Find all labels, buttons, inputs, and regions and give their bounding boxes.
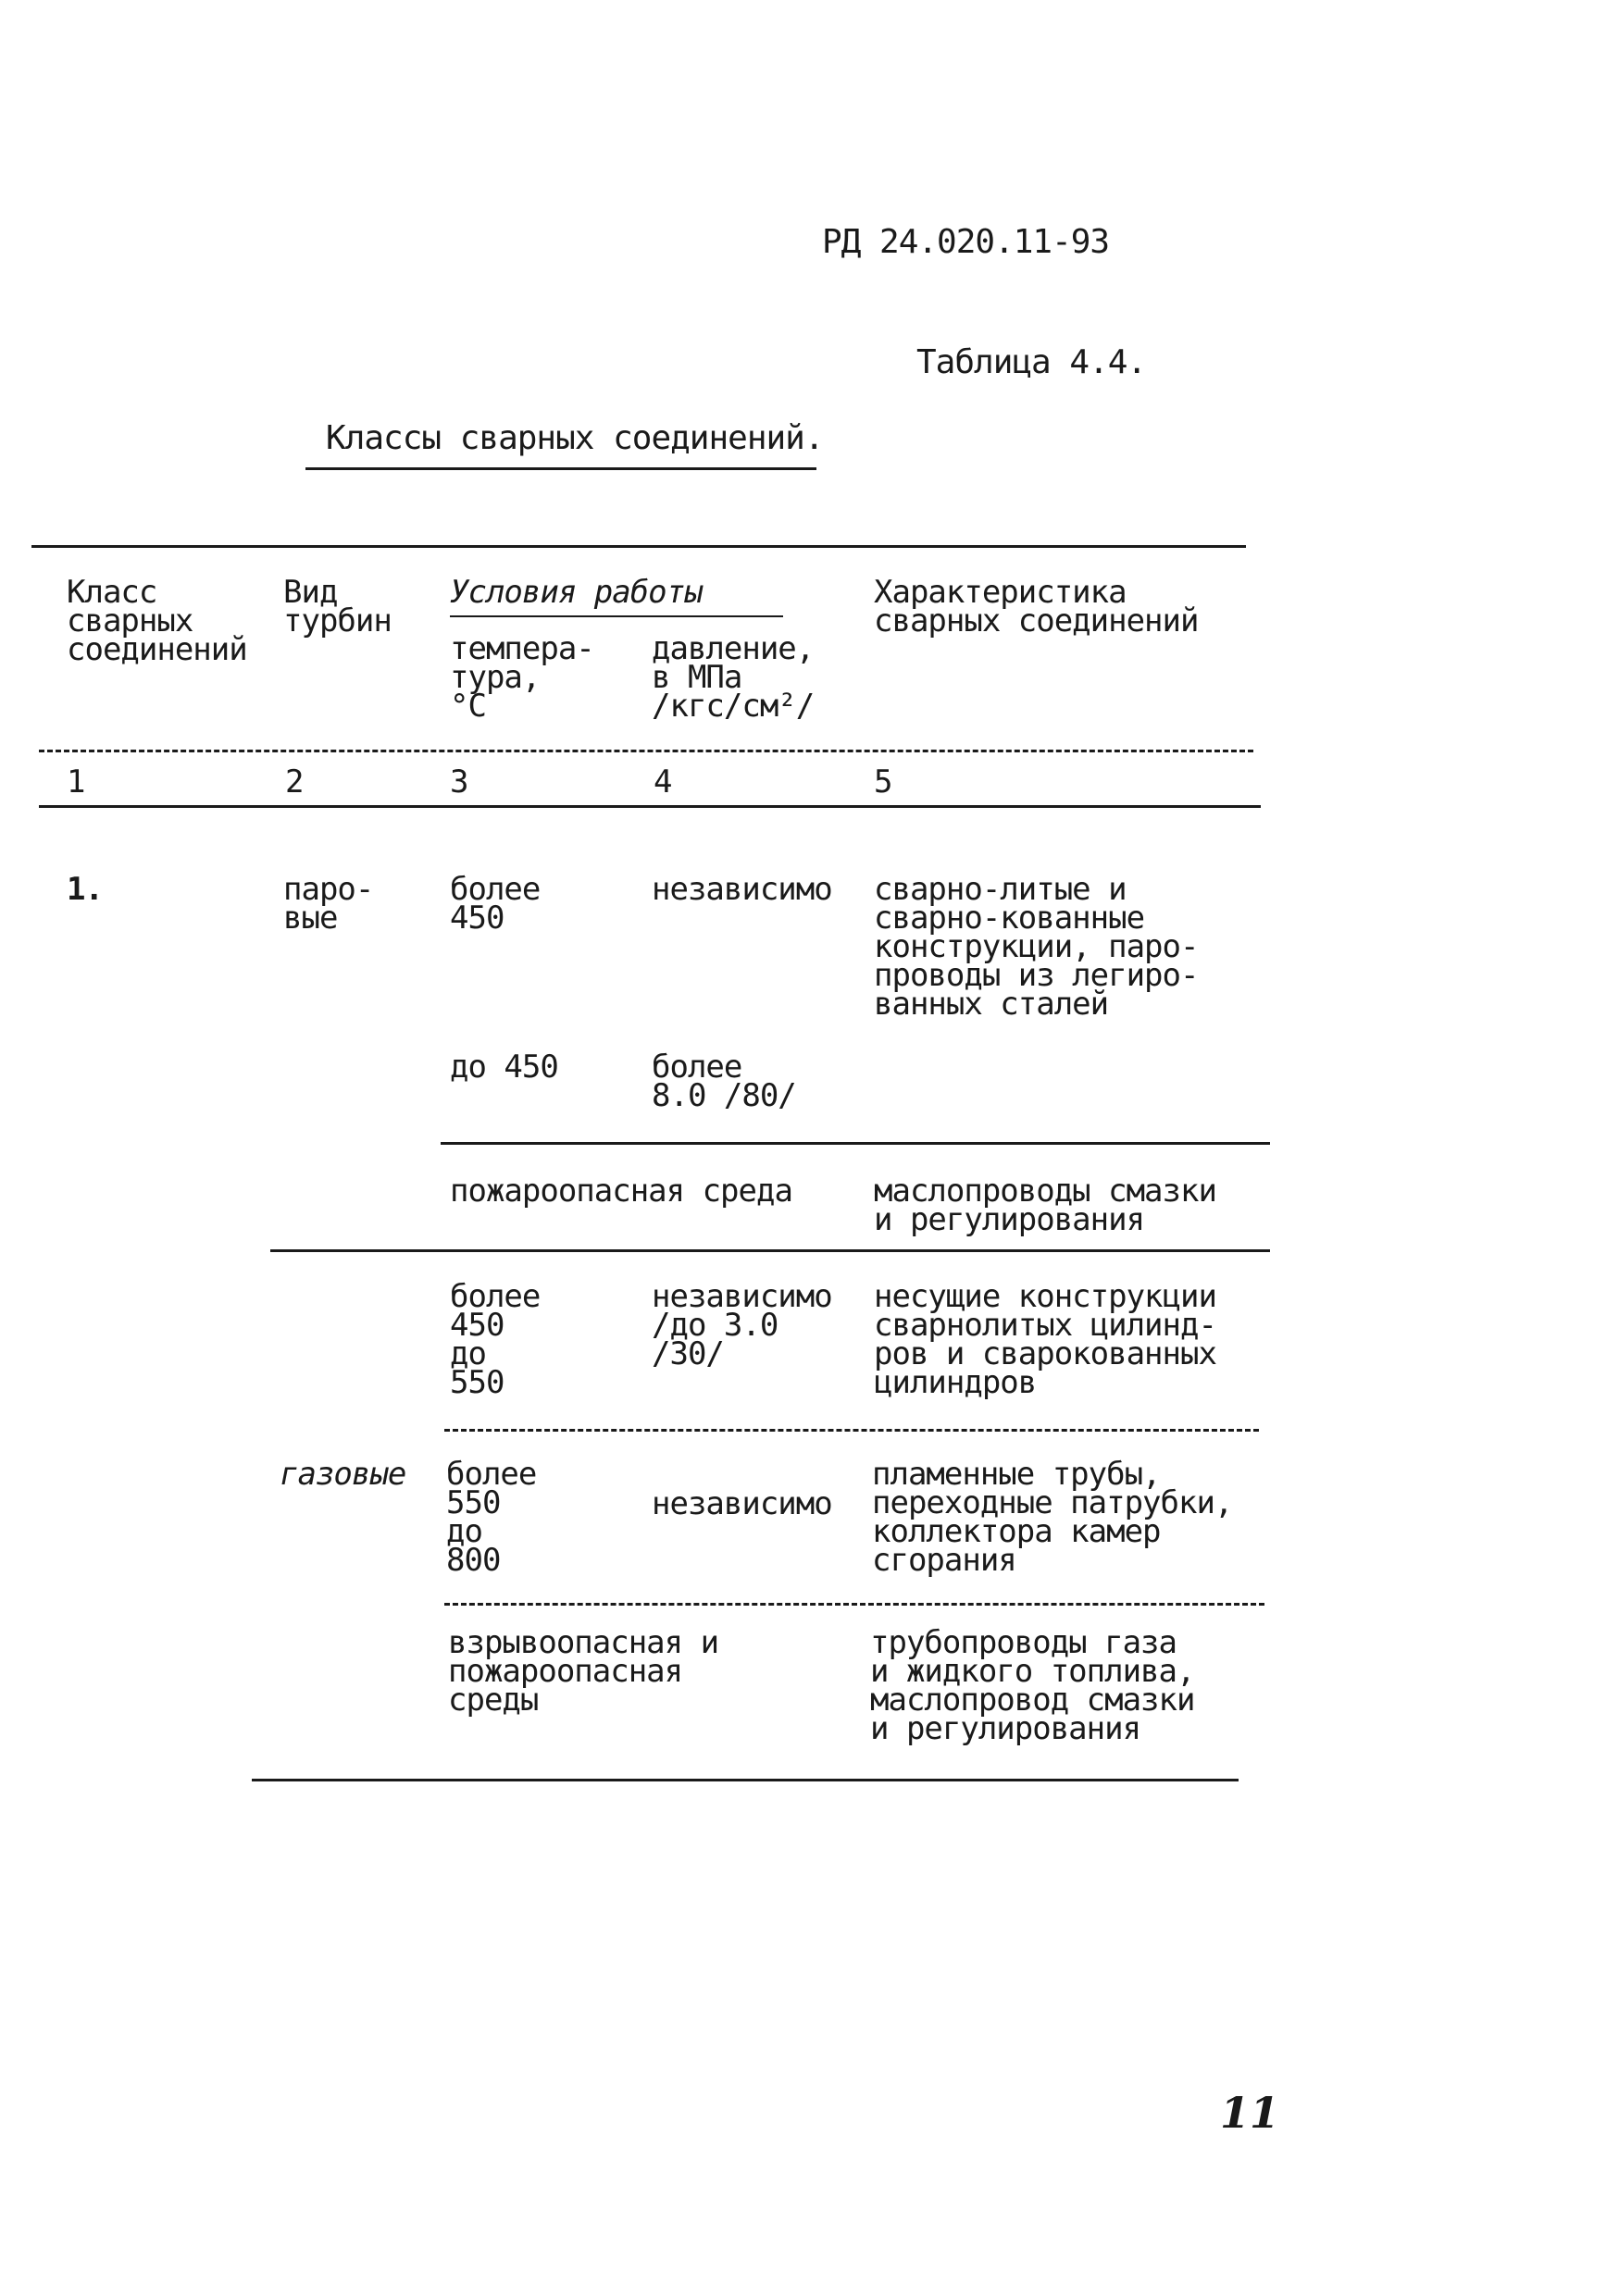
row1-pressure: независимо: [652, 871, 832, 908]
row1-characteristic: сварно-литые и сварно-кованные конструкции, паро- проводы из легиро- ванных сталей: [874, 871, 1199, 1023]
row3-environment: пожароопасная среда: [450, 1173, 792, 1210]
column-number-1: 1: [67, 763, 85, 800]
header-pressure: давление, в МПа /кгс/см²/: [652, 630, 815, 725]
table-title: Классы сварных соединений.: [326, 419, 824, 457]
column-number-2: 2: [285, 763, 304, 800]
column-number-3: 3: [450, 763, 468, 800]
class-cell: 1.: [67, 871, 103, 908]
title-underline: [305, 467, 816, 470]
conditions-underline: [450, 615, 783, 617]
row4-pressure: независимо /до 3.0 /30/: [652, 1278, 832, 1372]
row-rule: [444, 1603, 1264, 1606]
header-class: Класс сварных соединений: [67, 574, 247, 668]
row6-characteristic: трубопроводы газа и жидкого топлива, маслопровод смазки и регулирования: [870, 1624, 1195, 1747]
row5-characteristic: пламенные трубы, переходные патрубки, коллектора камер сгорания: [872, 1456, 1233, 1579]
row1-temperature: более 450: [450, 871, 541, 937]
row6-environment: взрывоопасная и пожароопасная среды: [448, 1624, 719, 1719]
document-code: РД 24.020.11-93: [822, 223, 1110, 261]
header-characteristic: Характеристика сварных соединений: [874, 574, 1199, 639]
header-temperature: темпера- тура, °С: [450, 630, 594, 725]
table-bottom-rule: [252, 1779, 1239, 1781]
row4-characteristic: несущие конструкции сварнолитых цилинд- ров и сварокованных цилиндров: [874, 1278, 1216, 1401]
row3-characteristic: маслопроводы смазки и регулирования: [874, 1173, 1216, 1238]
table-top-rule: [31, 545, 1246, 548]
column-number-4: 4: [654, 763, 672, 800]
header-turbine-type: Вид турбин: [283, 574, 392, 639]
row5-pressure: независимо: [652, 1485, 832, 1522]
row-rule: [441, 1142, 1270, 1145]
turbine-gas: газовые: [280, 1456, 406, 1493]
page-number: 11: [1220, 2088, 1280, 2138]
row2-temperature: до 450: [450, 1049, 558, 1086]
row-rule: [444, 1429, 1259, 1432]
header-conditions: Условия работы: [450, 574, 703, 611]
table-label: Таблица 4.4.: [916, 343, 1147, 381]
row4-temperature: более 450 до 550: [450, 1278, 541, 1401]
row5-temperature: более 550 до 800: [446, 1456, 537, 1579]
header-bottom-rule: [39, 750, 1253, 752]
turbine-steam: паро- вые: [283, 871, 374, 937]
row2-pressure: более 8.0 /80/: [652, 1049, 796, 1114]
column-number-5: 5: [874, 763, 892, 800]
column-numbers-rule: [39, 805, 1261, 808]
row-rule: [270, 1249, 1270, 1252]
